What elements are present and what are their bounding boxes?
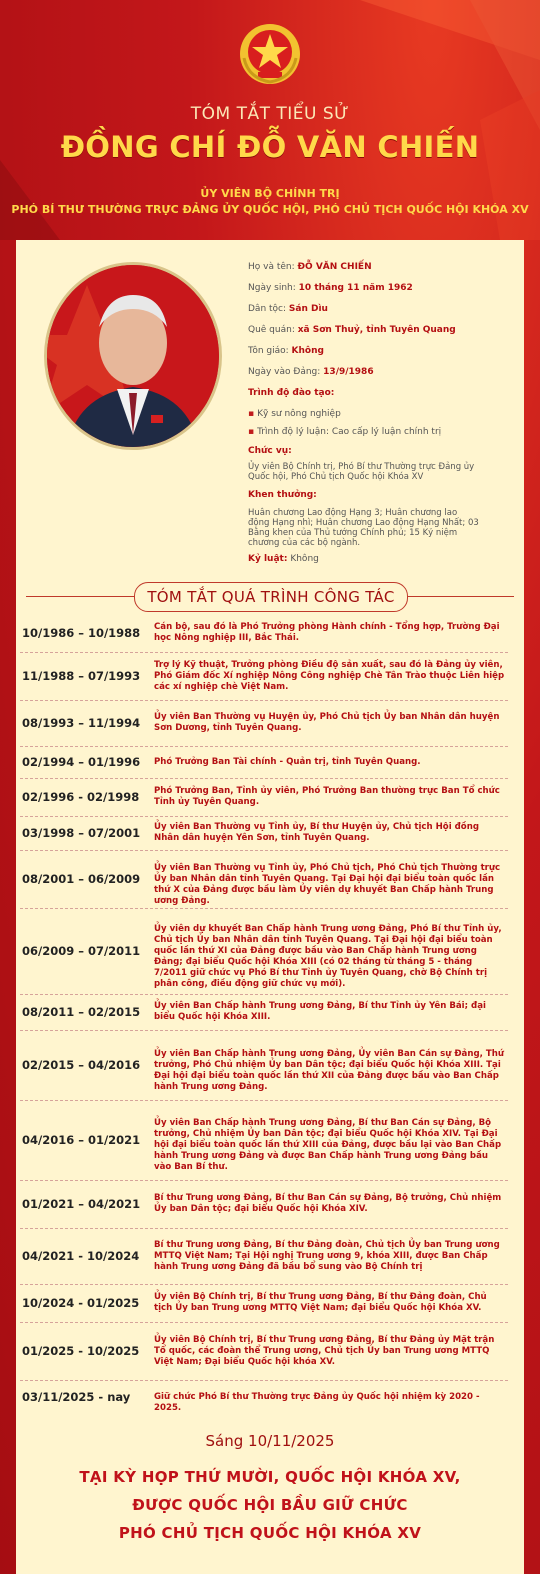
name-value: ĐỖ VĂN CHIẾN bbox=[297, 262, 372, 272]
timeline-date: 06/2009 – 07/2011 bbox=[22, 944, 141, 958]
timeline-row bbox=[20, 652, 508, 701]
timeline-text: Bí thư Trung ương Đảng, Bí thư Đảng đoàn, Chủ tịch Ủy ban Trung ương MTTQ Việt Nam; Tại Hội nghị Trung ương 9, khóa XIII, được Ban Chấp hành Trung ương Đảng đã bầu bổ sung vào Bộ Chính trị bbox=[154, 1239, 500, 1272]
bullet-icon: ▪ bbox=[248, 409, 255, 419]
subtitle-2: PHÓ BÍ THƯ THƯỜNG TRỰC ĐẢNG ỦY QUỐC HỘI, PHÓ CHỦ TỊCH QUỐC HỘI KHÓA XV bbox=[11, 203, 529, 216]
info-name-row bbox=[248, 262, 372, 272]
timeline-text: Phó Trưởng Ban Tài chính - Quản trị, tỉnh Tuyên Quang. bbox=[154, 756, 421, 767]
footer-date: Sáng 10/11/2025 bbox=[205, 1432, 335, 1450]
timeline-text: Ủy viên Ban Chấp hành Trung ương Đảng, Bí thư Tỉnh ủy Yên Bái; đại biểu Quốc hội Khóa XIII. bbox=[154, 1001, 486, 1022]
info-dob-row bbox=[248, 283, 413, 293]
info-ethnic-row bbox=[248, 304, 328, 314]
info-religion-row bbox=[248, 346, 324, 356]
timeline-text: Ủy viên Ban Chấp hành Trung ương Đảng, Ủy viên Ban Cán sự Đảng, Thứ trưởng, Phó Chủ nhiệm Ủy ban Dân tộc; đại biểu Quốc hội Khóa XIII. Tại Đại hội đại biểu toàn quốc lần thứ XII của Đảng được bầu vào Ban Chấp hành Trung ương Đảng. bbox=[154, 1048, 504, 1092]
awards-heading: Khen thưởng: bbox=[248, 490, 317, 500]
religion-label: Tôn giáo: bbox=[248, 346, 289, 356]
timeline-text: Trợ lý Kỹ thuật, Trưởng phòng Điều độ sản xuất, sau đó là Đảng ủy viên, Phó Giám đốc Xí nghiệp Nông Công nghiệp Chè Tân Trào thuộc Liên hiệp các xí nghiệp chè Việt Nam. bbox=[154, 659, 505, 692]
timeline-date: 02/1996 - 02/1998 bbox=[22, 790, 140, 804]
position-heading: Chức vụ: bbox=[248, 446, 292, 456]
timeline-row bbox=[20, 1380, 508, 1414]
national-emblem-icon bbox=[238, 22, 302, 86]
timeline-date: 04/2016 – 01/2021 bbox=[22, 1133, 141, 1147]
timeline-row bbox=[20, 1284, 508, 1323]
timeline-date: 01/2025 - 10/2025 bbox=[22, 1344, 140, 1358]
religion-value: Không bbox=[291, 346, 324, 356]
timeline-row bbox=[20, 746, 508, 779]
timeline-row bbox=[20, 614, 508, 653]
subtitle-1: ỦY VIÊN BỘ CHÍNH TRỊ bbox=[200, 187, 340, 200]
name-label: Họ và tên: bbox=[248, 262, 295, 272]
timeline-row bbox=[20, 1228, 508, 1285]
timeline-row bbox=[20, 1100, 508, 1181]
party-label: Ngày vào Đảng: bbox=[248, 367, 321, 377]
hometown-label: Quê quán: bbox=[248, 325, 295, 335]
discipline-value: Không bbox=[290, 554, 319, 564]
timeline-date: 03/1998 – 07/2001 bbox=[22, 826, 141, 840]
header bbox=[0, 0, 540, 240]
info-hometown-row bbox=[248, 325, 456, 335]
timeline-date: 02/1994 – 01/1996 bbox=[22, 755, 141, 769]
education-heading: Trình độ đào tạo: bbox=[248, 388, 335, 398]
section-divider-right bbox=[406, 596, 514, 597]
education-1-text: Kỹ sư nông nghiệp bbox=[257, 409, 341, 419]
footer-line-1: TẠI KỲ HỌP THỨ MƯỜI, QUỐC HỘI KHÓA XV, bbox=[79, 1468, 461, 1486]
section-divider-left bbox=[26, 596, 134, 597]
timeline-row bbox=[20, 908, 508, 995]
timeline-row bbox=[20, 1322, 508, 1381]
dob-label: Ngày sinh: bbox=[248, 283, 296, 293]
footer-line-2: ĐƯỢC QUỐC HỘI BẦU GIỮ CHỨC bbox=[132, 1496, 408, 1514]
timeline-date: 08/2011 – 02/2015 bbox=[22, 1005, 141, 1019]
pretitle: TÓM TẮT TIỂU SỬ bbox=[190, 104, 350, 124]
timeline-text: Bí thư Trung ương Đảng, Bí thư Ban Cán sự Đảng, Bộ trưởng, Chủ nhiệm Ủy ban Dân tộc; đại biểu Quốc hội Khóa XIV. bbox=[154, 1193, 502, 1214]
timeline-date: 01/2021 – 04/2021 bbox=[22, 1197, 141, 1211]
ethnic-value: Sán Dìu bbox=[288, 304, 328, 314]
section-title: TÓM TẮT QUÁ TRÌNH CÔNG TÁC bbox=[134, 582, 408, 612]
timeline-date: 04/2021 - 10/2024 bbox=[22, 1249, 140, 1263]
discipline-row bbox=[248, 554, 319, 564]
timeline-text: Ủy viên Ban Thường vụ Huyện ủy, Phó Chủ tịch Ủy ban Nhân dân huyện Sơn Dương, tỉnh Tuyên Quang. bbox=[154, 712, 500, 733]
awards-text: Huân chương Lao động Hạng 3; Huân chương lao động Hạng nhì; Huân chương Lao động Hạng Nhất; 03 Bằng khen của Thủ tướng Chính phủ; 15 Kỷ niệm chương của các bộ ngành. bbox=[248, 508, 479, 548]
timeline-text: Ủy viên Bộ Chính trị, Bí thư Trung ương Đảng, Bí thư Đảng đoàn, Chủ tịch Ủy ban Trung ương MTTQ Việt Nam; đại biểu Quốc hội Khóa XV. bbox=[154, 1292, 487, 1313]
timeline-text: Ủy viên Ban Thường vụ Tỉnh ủy, Bí thư Huyện ủy, Chủ tịch Hội đồng Nhân dân huyện Yên Sơn, tỉnh Tuyên Quang. bbox=[154, 822, 479, 843]
timeline-row bbox=[20, 778, 508, 817]
ethnic-label: Dân tộc: bbox=[248, 304, 287, 314]
timeline-text: Cán bộ, sau đó là Phó Trưởng phòng Hành chính - Tổng hợp, Trường Đại học Nông nghiệp III, Bắc Thái. bbox=[154, 622, 500, 643]
timeline-date: 11/1988 – 07/1993 bbox=[22, 669, 141, 683]
timeline-row bbox=[20, 1180, 508, 1229]
timeline-text: Ủy viên Ban Thường vụ Tỉnh ủy, Phó Chủ tịch, Phó Chủ tịch Thường trực Ủy ban Nhân dân tỉnh Tuyên Quang. Tại Đại hội đại biểu toàn quốc lần thứ X của Đảng được bầu làm Ủy viên dự khuyết Ban Chấp hành Trung ương Đảng. bbox=[154, 862, 501, 906]
timeline-text: Ủy viên dự khuyết Ban Chấp hành Trung ương Đảng, Phó Bí thư Tỉnh ủy, Chủ tịch Ủy ban Nhân dân tỉnh Tuyên Quang. Tại Đại hội đại biểu toàn quốc lần thứ XI của Đảng được bầu vào Ban Chấp hành Trung ương Đảng; đại biểu Quốc hội Khóa XIII (có 02 tháng từ tháng 5 - tháng 7/2011 giữ chức vụ Phó Bí thư Tỉnh ủy Tuyên Quang, chờ Bộ Chính trị phân công, điều động giữ chức vụ mới). bbox=[154, 923, 502, 989]
education-item-1 bbox=[248, 409, 341, 419]
portrait-illustration bbox=[47, 265, 219, 447]
discipline-label: Kỷ luật: bbox=[248, 554, 288, 564]
position-text: Ủy viên Bộ Chính trị, Phó Bí thư Thường trực Đảng ủy Quốc hội, Phó Chủ tịch Quốc hội Khóa XV bbox=[248, 462, 475, 482]
portrait-photo bbox=[44, 262, 222, 450]
timeline-date: 10/1986 – 10/1988 bbox=[22, 626, 141, 640]
timeline-date: 08/2001 – 06/2009 bbox=[22, 872, 141, 886]
timeline-date: 03/11/2025 - nay bbox=[22, 1390, 131, 1404]
timeline-text: Phó Trưởng Ban, Tỉnh ủy viên, Phó Trưởng Ban thường trực Ban Tổ chức Tỉnh ủy Tuyên Quang. bbox=[154, 786, 500, 807]
timeline-row bbox=[20, 700, 508, 747]
timeline-text: Ủy viên Bộ Chính trị, Bí thư Trung ương Đảng, Bí thư Đảng ủy Mặt trận Tổ quốc, các đoàn thể Trung ương, Chủ tịch Ủy ban Trung ương MTTQ Việt Nam; Đại biểu Quốc hội khóa XV. bbox=[154, 1334, 495, 1367]
timeline-text: Ủy viên Ban Chấp hành Trung ương Đảng, Bí thư Ban Cán sự Đảng, Bộ trưởng, Chủ nhiệm Ủy ban Dân tộc; đại biểu Quốc hội Khóa XIV. Tại Đại hội đại biểu toàn quốc lần thứ XIII của Đảng, được bầu lại vào Ban Chấp hành Trung ương Đảng và được Ban Chấp hành Trung ương Đảng bầu vào Ban Bí thư. bbox=[154, 1118, 502, 1172]
timeline-date: 02/2015 – 04/2016 bbox=[22, 1058, 141, 1072]
timeline-date: 10/2024 - 01/2025 bbox=[22, 1296, 140, 1310]
education-2-text: Trình độ lý luận: Cao cấp lý luận chính trị bbox=[257, 427, 442, 437]
timeline-row bbox=[20, 850, 508, 909]
timeline-date: 08/1993 – 11/1994 bbox=[22, 716, 141, 730]
party-value: 13/9/1986 bbox=[323, 367, 374, 377]
footer-line-3: PHÓ CHỦ TỊCH QUỐC HỘI KHÓA XV bbox=[118, 1524, 422, 1542]
education-item-2 bbox=[248, 427, 441, 437]
info-party-row bbox=[248, 367, 374, 377]
bullet-icon: ▪ bbox=[248, 427, 255, 437]
timeline-row bbox=[20, 994, 508, 1031]
dob-value: 10 tháng 11 năm 1962 bbox=[298, 283, 413, 293]
page-title: ĐỒNG CHÍ ĐỖ VĂN CHIẾN bbox=[60, 130, 480, 164]
timeline-row bbox=[20, 816, 508, 851]
timeline-text: Giữ chức Phó Bí thư Thường trực Đảng ủy Quốc hội nhiệm kỳ 2020 - 2025. bbox=[154, 1391, 480, 1413]
hometown-value: xã Sơn Thuỷ, tỉnh Tuyên Quang bbox=[297, 325, 456, 335]
timeline-row bbox=[20, 1030, 508, 1101]
